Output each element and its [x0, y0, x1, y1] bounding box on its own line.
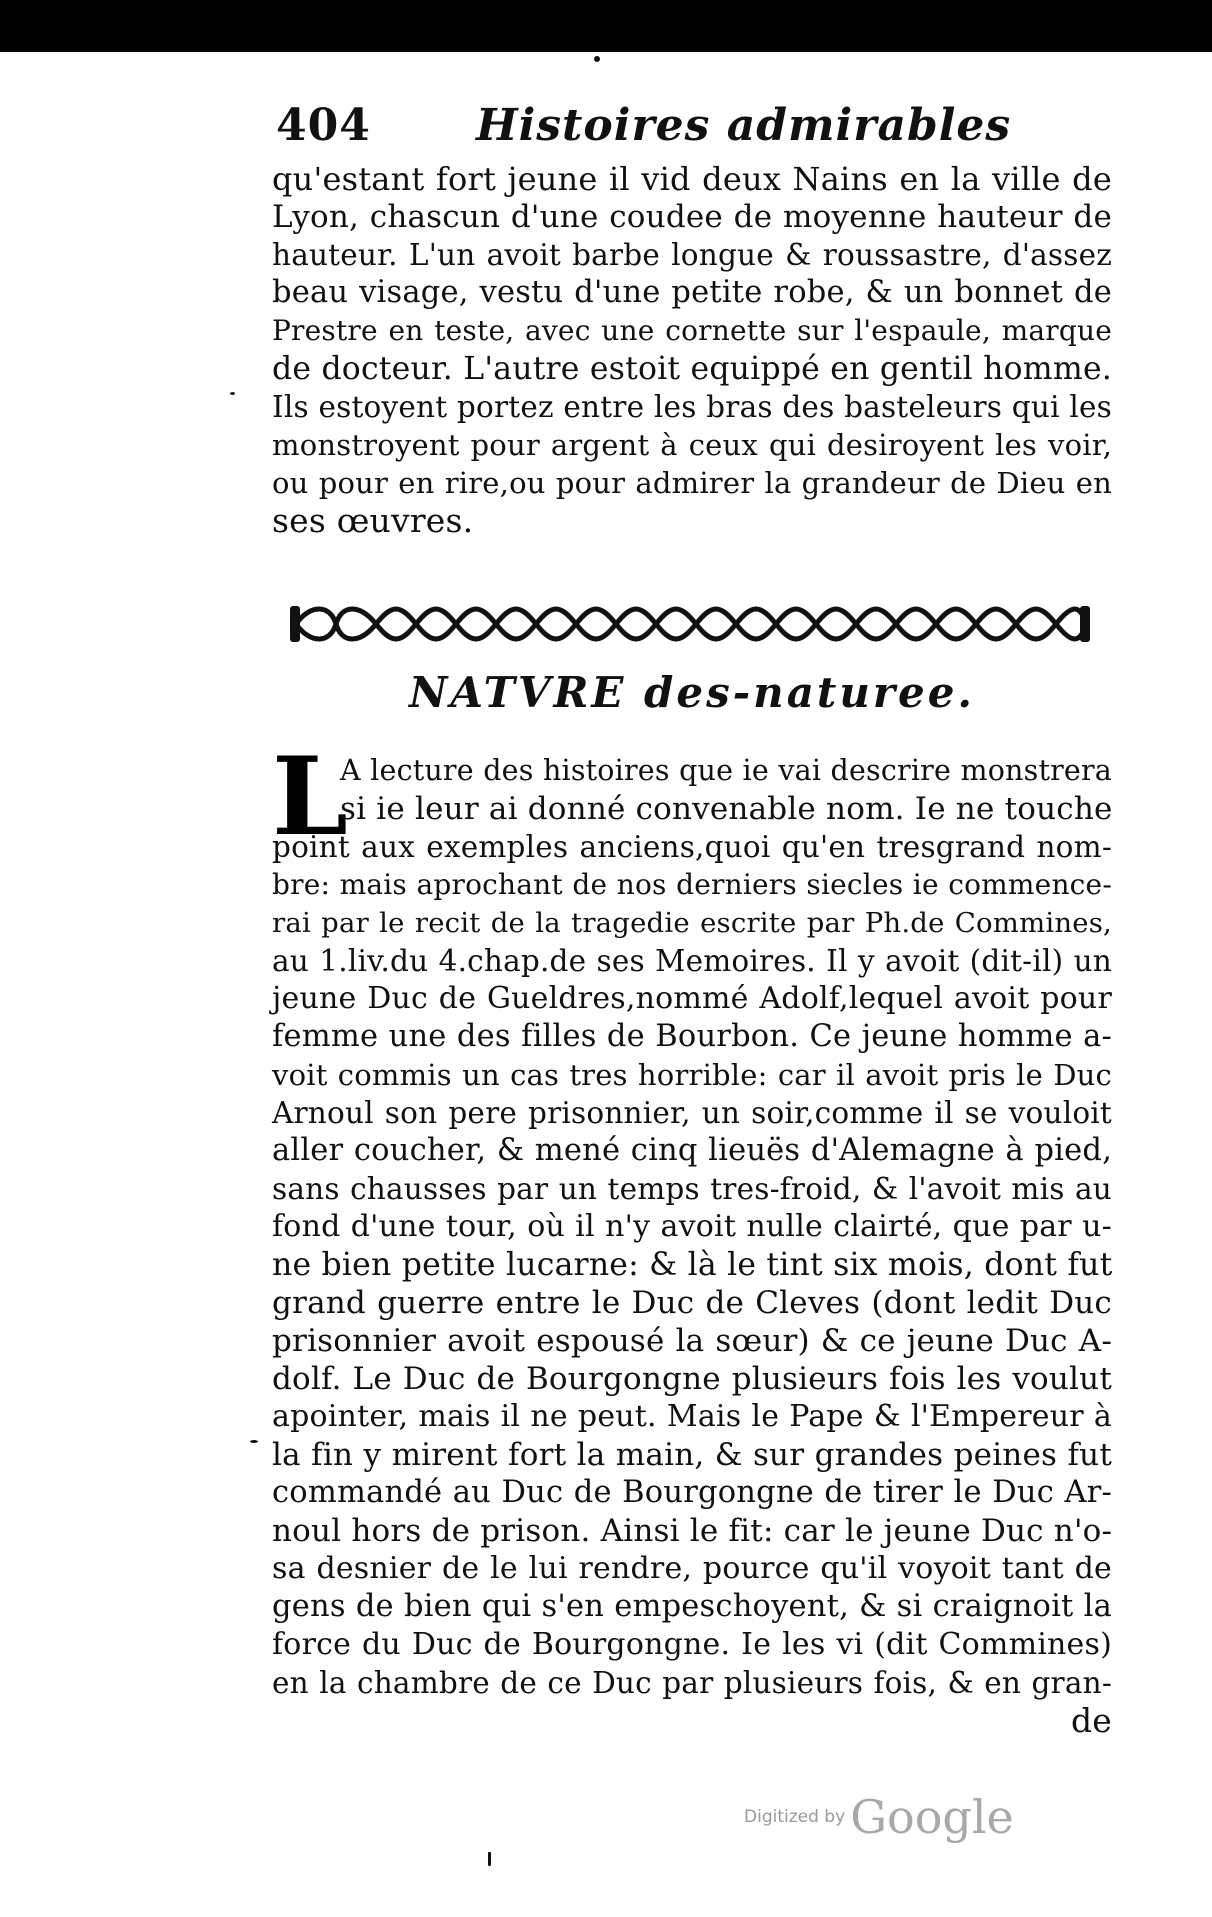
text-line: de docteur. L'autre estoit equippé en gentil homme.: [272, 351, 1112, 387]
watermark-small-text: Digitized by: [744, 1807, 846, 1827]
paragraph-2: [272, 734, 1113, 1740]
text-line: sa desnier de le lui rendre, pource qu'il voyoit tant de: [272, 1551, 1112, 1586]
section-title: NATVRE des-naturee.: [408, 668, 976, 717]
text-line: dolf. Le Duc de Bourgongne plusieurs fois les voulut: [272, 1361, 1112, 1397]
catchword: de: [1070, 1701, 1112, 1740]
text-line: sans chausses par un temps tres-froid, & l'avoit mis au: [272, 1172, 1112, 1206]
ink-speck: [488, 1852, 491, 1866]
text-line: apointer, mais il ne peut. Mais le Pape & l'Empereur à: [272, 1399, 1112, 1434]
text-line: au 1.liv.du 4.chap.de ses Memoires. Il y avoit (dit-il) un: [272, 944, 1112, 978]
ink-speck: [594, 56, 600, 62]
text-line: si ie leur ai donné convenable nom. Ie ne touche: [340, 791, 1113, 827]
text-line: gens de bien qui s'en empeschoyent, & si craignoit la: [272, 1589, 1112, 1624]
text-line: point aux exemples anciens,quoi qu'en tresgrand nom-: [272, 830, 1112, 864]
ink-speck: [250, 1440, 258, 1443]
text-line: ses œuvres.: [272, 501, 474, 540]
page-number: 404: [276, 100, 371, 151]
scan-top-border: [0, 0, 1212, 52]
text-line: bre: mais aprochant de nos derniers siecles ie commence-: [272, 868, 1112, 901]
running-head: Histoires admirables: [476, 100, 1012, 151]
decorative-ornament-band: [290, 600, 1090, 648]
text-line: Lyon, chascun d'une coudee de moyenne hauteur de: [272, 199, 1112, 235]
text-line: force du Duc de Bourgongne. Ie les vi (dit Commines): [272, 1627, 1112, 1662]
text-line: ne bien petite lucarne: & là le tint six mois, dont fut: [272, 1247, 1113, 1283]
page-header: [276, 100, 1076, 160]
text-line: beau visage, vestu d'une petite robe, & un bonnet de: [272, 275, 1112, 310]
text-line: rai par le recit de la tragedie escrite par Ph.de Commines,: [272, 907, 1112, 939]
text-line: commandé au Duc de Bourgongne de tirer le Duc Ar-: [272, 1475, 1112, 1510]
text-line: Arnoul son pere prisonnier, un soir,comme il se vouloit: [272, 1096, 1112, 1130]
text-line: voit commis un cas tres horrible: car il avoit pris le Duc: [272, 1058, 1112, 1092]
text-line: noul hors de prison. Ainsi le fit: car le jeune Duc n'o-: [272, 1513, 1113, 1549]
text-line: qu'estant fort jeune il vid deux Nains en la ville de: [272, 160, 1112, 198]
text-line: aller coucher, & mené cinq lieuës d'Alemagne à pied,: [272, 1133, 1112, 1168]
digitized-watermark: [744, 1790, 1014, 1844]
text-line: jeune Duc de Gueldres,nommé Adolf,lequel avoit pour: [272, 981, 1112, 1016]
text-line: Ils estoyent portez entre les bras des basteleurs qui les: [272, 390, 1112, 424]
text-line: prisonnier avoit espousé la sœur) & ce jeune Duc A-: [272, 1323, 1112, 1359]
text-line: ou pour en rire,ou pour admirer la grandeur de Dieu en: [272, 466, 1112, 500]
text-line: hauteur. L'un avoit barbe longue & roussastre, d'assez: [272, 238, 1112, 272]
text-line: grand guerre entre le Duc de Cleves (dont ledit Duc: [272, 1285, 1112, 1321]
google-logo: Google: [850, 1790, 1014, 1844]
ink-speck: [230, 392, 235, 395]
text-line: femme une des filles de Bourbon. Ce jeune homme a-: [272, 1019, 1112, 1054]
text-line: Prestre en teste, avec une cornette sur l'espaule, marque: [272, 314, 1112, 347]
text-line: en la chambre de ce Duc par plusieurs fois, & en gran-: [272, 1666, 1112, 1700]
text-line: la fin y mirent fort la main, & sur grandes peines fut: [272, 1437, 1112, 1473]
paragraph-1: [272, 160, 1112, 540]
text-line: fond d'une tour, où il n'y avoit nulle clairté, que par u-: [272, 1209, 1112, 1244]
drop-cap: L: [272, 734, 348, 860]
text-line: A lecture des histoires que ie vai descrire monstrera: [340, 754, 1112, 787]
text-line: monstroyent pour argent à ceux qui desiroyent les voir,: [272, 428, 1112, 462]
